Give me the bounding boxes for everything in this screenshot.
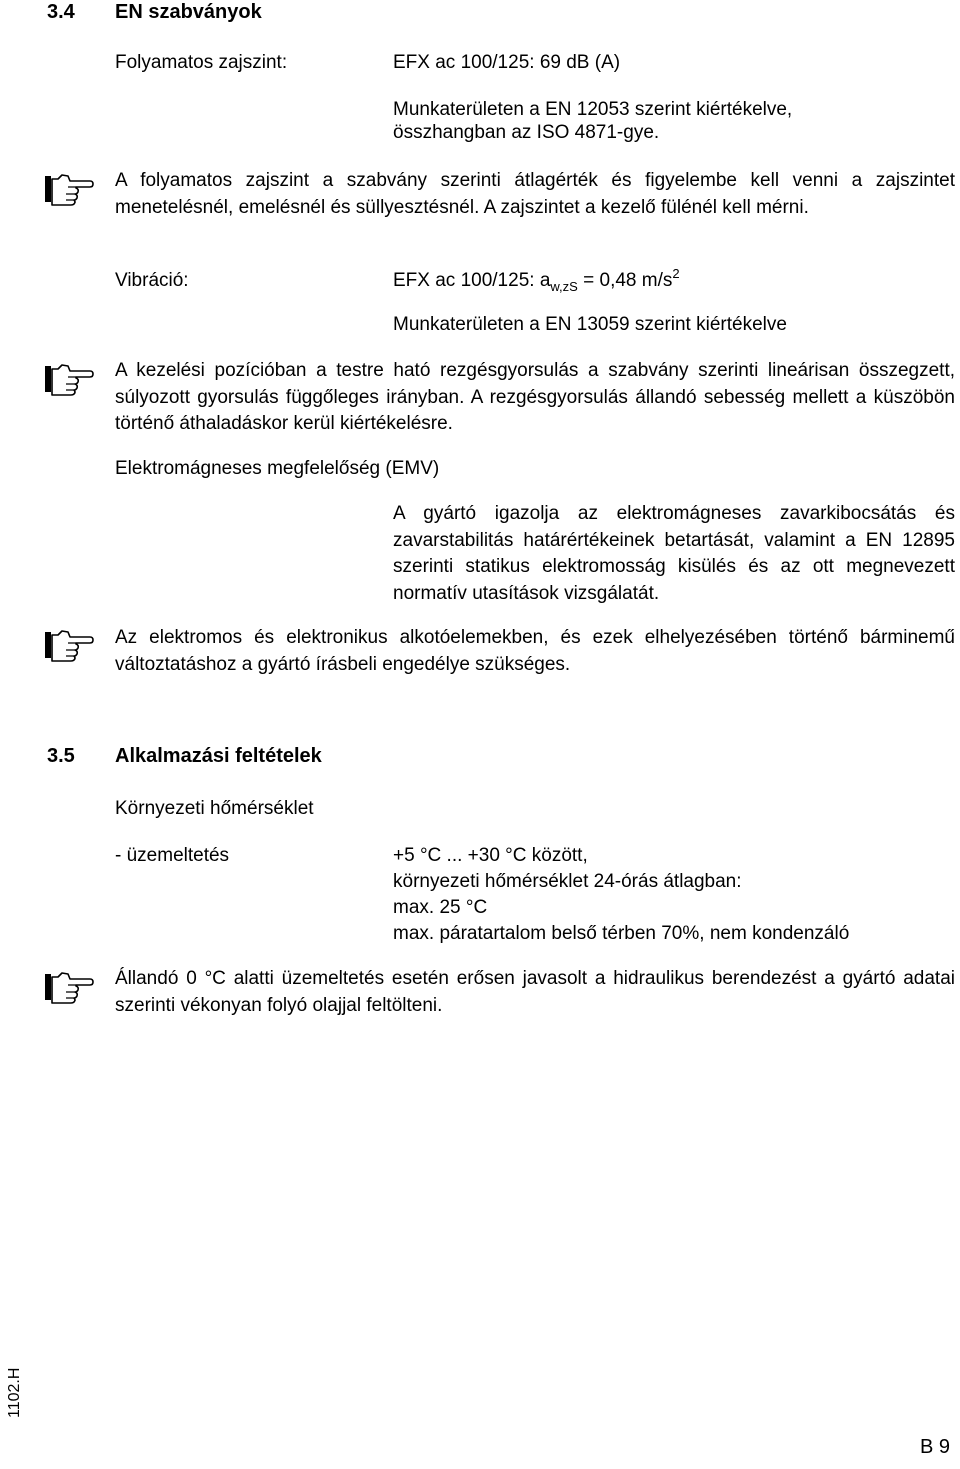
vibration-note: Munkaterületen a EN 13059 szerint kiértékelve	[393, 314, 787, 335]
section-number-3-5: 3.5	[47, 745, 75, 767]
ambient-temperature-label: Környezeti hőmérséklet	[115, 798, 314, 819]
pointing-hand-icon	[44, 628, 94, 662]
temperature-range: +5 °C ... +30 °C között,	[393, 845, 588, 866]
pointing-hand-icon	[44, 172, 94, 206]
section-title-3-4: EN szabványok	[115, 1, 262, 23]
conditions-hint-text: Állandó 0 °C alatti üzemeltetés esetén erősen javasolt a hidraulikus berendezést a gyártó adatai szerinti vékonyan folyó olajjal feltölteni.	[115, 968, 955, 1016]
document-code: 1102.H	[6, 1367, 23, 1418]
emc-hint-text: Az elektromos és elektronikus alkotóelemekben, és ezek elhelyezésében történő bárminemű változtatáshoz a gyártó írásbeli engedélye szükséges.	[115, 627, 955, 675]
emc-label: Elektromágneses megfelelőség (EMV)	[115, 458, 440, 479]
page-number: B 9	[920, 1436, 951, 1458]
vibration-hint-text: A kezelési pozícióban a testre ható rezgésgyorsulás a szabvány szerinti lineárisan összegzett, súlyozott gyorsulás függőleges irányban. A rezgésgyorsulás állandó sebesség mellett a küszöbön történő áthaladáskor kerül kiértékelésre.	[115, 360, 955, 434]
operation-label: - üzemeltetés	[115, 845, 230, 866]
vibration-label: Vibráció:	[115, 270, 189, 291]
temperature-average: környezeti hőmérséklet 24-órás átlagban:	[393, 871, 742, 892]
noise-label: Folyamatos zajszint:	[115, 52, 288, 73]
noise-note-line1: Munkaterületen a EN 12053 szerint kiértékelve,	[393, 99, 793, 120]
temperature-max: max. 25 °C	[393, 897, 488, 918]
vibration-value: EFX ac 100/125: $a_{w,zS} = 0,48$ $m/s^2$	[393, 266, 680, 294]
section-number-3-4: 3.4	[47, 1, 75, 23]
pointing-hand-icon	[44, 362, 94, 396]
noise-value: EFX ac 100/125: 69 dB (A)	[393, 52, 621, 73]
pointing-hand-icon	[44, 970, 94, 1004]
section-title-3-5: Alkalmazási feltételek	[115, 745, 322, 767]
humidity-max: max. páratartalom belső térben 70%, nem kondenzáló	[393, 923, 850, 944]
emc-text: A gyártó igazolja az elektromágneses zavarkibocsátás és zavarstabilitás határértékeinek betartását, valamint a EN 12895 szerinti statikus elektromosság kisülés és az ott megnevezett normatív utasítások vizsgálatát.	[393, 503, 955, 604]
noise-note-line2: összhangban az ISO 4871-gye.	[393, 122, 660, 143]
noise-hint-text: A folyamatos zajszint a szabvány szerinti átlagérték és figyelembe kell venni a zajszintet menetelésnél, emelésnél és süllyesztésnél. A zajszintet a kezelő fülénél kell mérni.	[115, 170, 955, 218]
